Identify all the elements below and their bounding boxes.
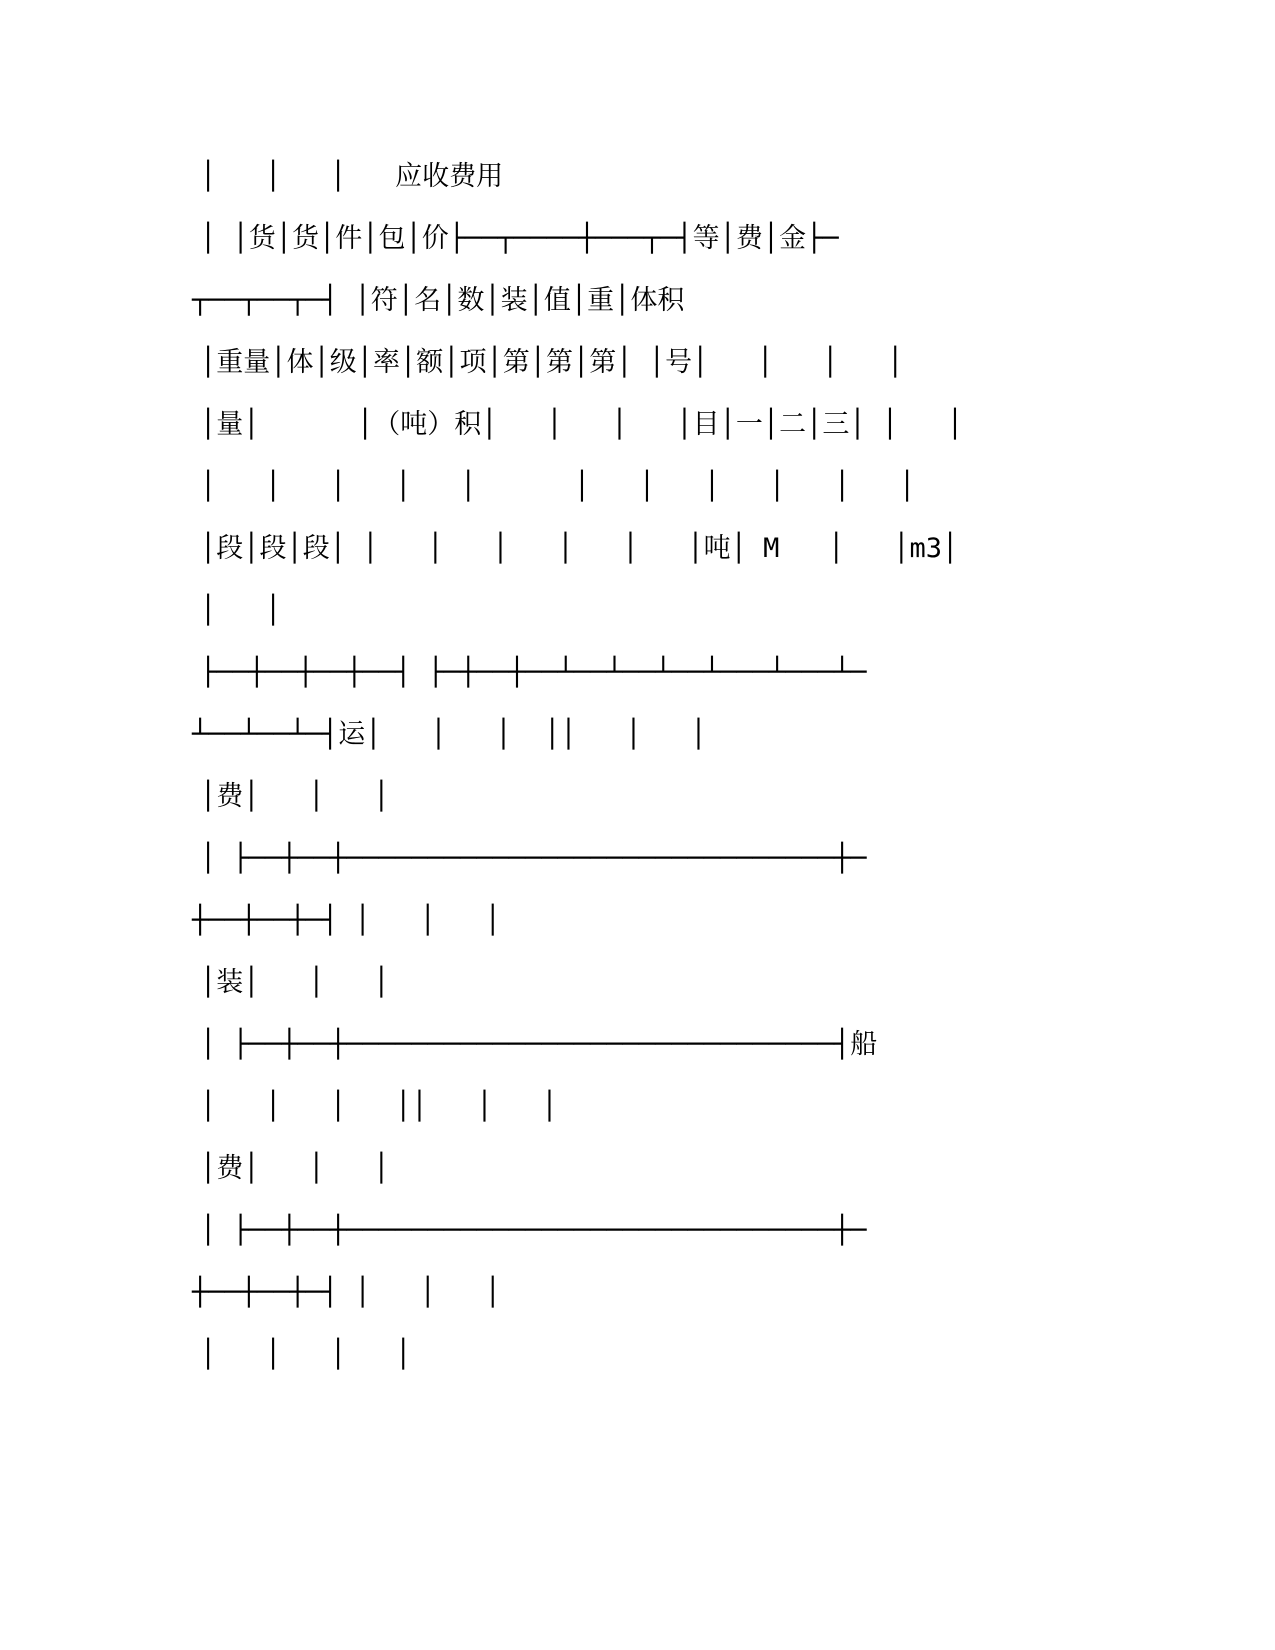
text-line-17: │费│ │ │ — [200, 1153, 390, 1184]
text-line-7: │段│段│段│ │ │ │ │ │ │吨│ M │ │m3│ — [200, 533, 959, 564]
text-line-8: │ │ — [200, 595, 282, 626]
text-line-4: │重量│体│级│率│额│项│第│第│第│ │号│ │ │ │ — [200, 347, 904, 378]
text-line-10: ┴──┴──┴─┤运│ │ │ ││ │ │ — [192, 719, 707, 750]
text-line-13: ┼──┼──┼─┤ │ │ │ — [192, 905, 501, 936]
text-line-20: │ │ │ │ — [200, 1339, 412, 1370]
text-line-16: │ │ │ ││ │ │ — [200, 1091, 558, 1122]
text-line-12: │ ├──┼──┼──────────────────────────────┼─ — [200, 843, 867, 874]
text-line-2: │ │货│货│件│包│价├──┬────┼───┬─┤等│费│金├─ — [200, 223, 839, 254]
text-line-9: ├──┼──┼──┼──┤ ├─┼──┼──┴──┴──┴──┴───┴───┴─ — [200, 657, 867, 688]
text-line-11: │费│ │ │ — [200, 781, 390, 812]
text-line-15: │ ├──┼──┼──────────────────────────────┤船 — [200, 1029, 878, 1060]
text-line-14: │装│ │ │ — [200, 967, 390, 998]
text-line-1: │ │ │ 应收费用 — [200, 161, 504, 192]
text-line-5: │量│ │（吨）积│ │ │ │目│一│二│三│ │ │ — [200, 409, 964, 440]
text-line-19: ┼──┼──┼─┤ │ │ │ — [192, 1277, 501, 1308]
text-line-6: │ │ │ │ │ │ │ │ │ │ │ — [200, 471, 916, 502]
text-line-3: ┬──┬──┬─┤ │符│名│数│装│值│重│体积 — [192, 285, 685, 316]
text-line-18: │ ├──┼──┼──────────────────────────────┼─ — [200, 1215, 867, 1246]
